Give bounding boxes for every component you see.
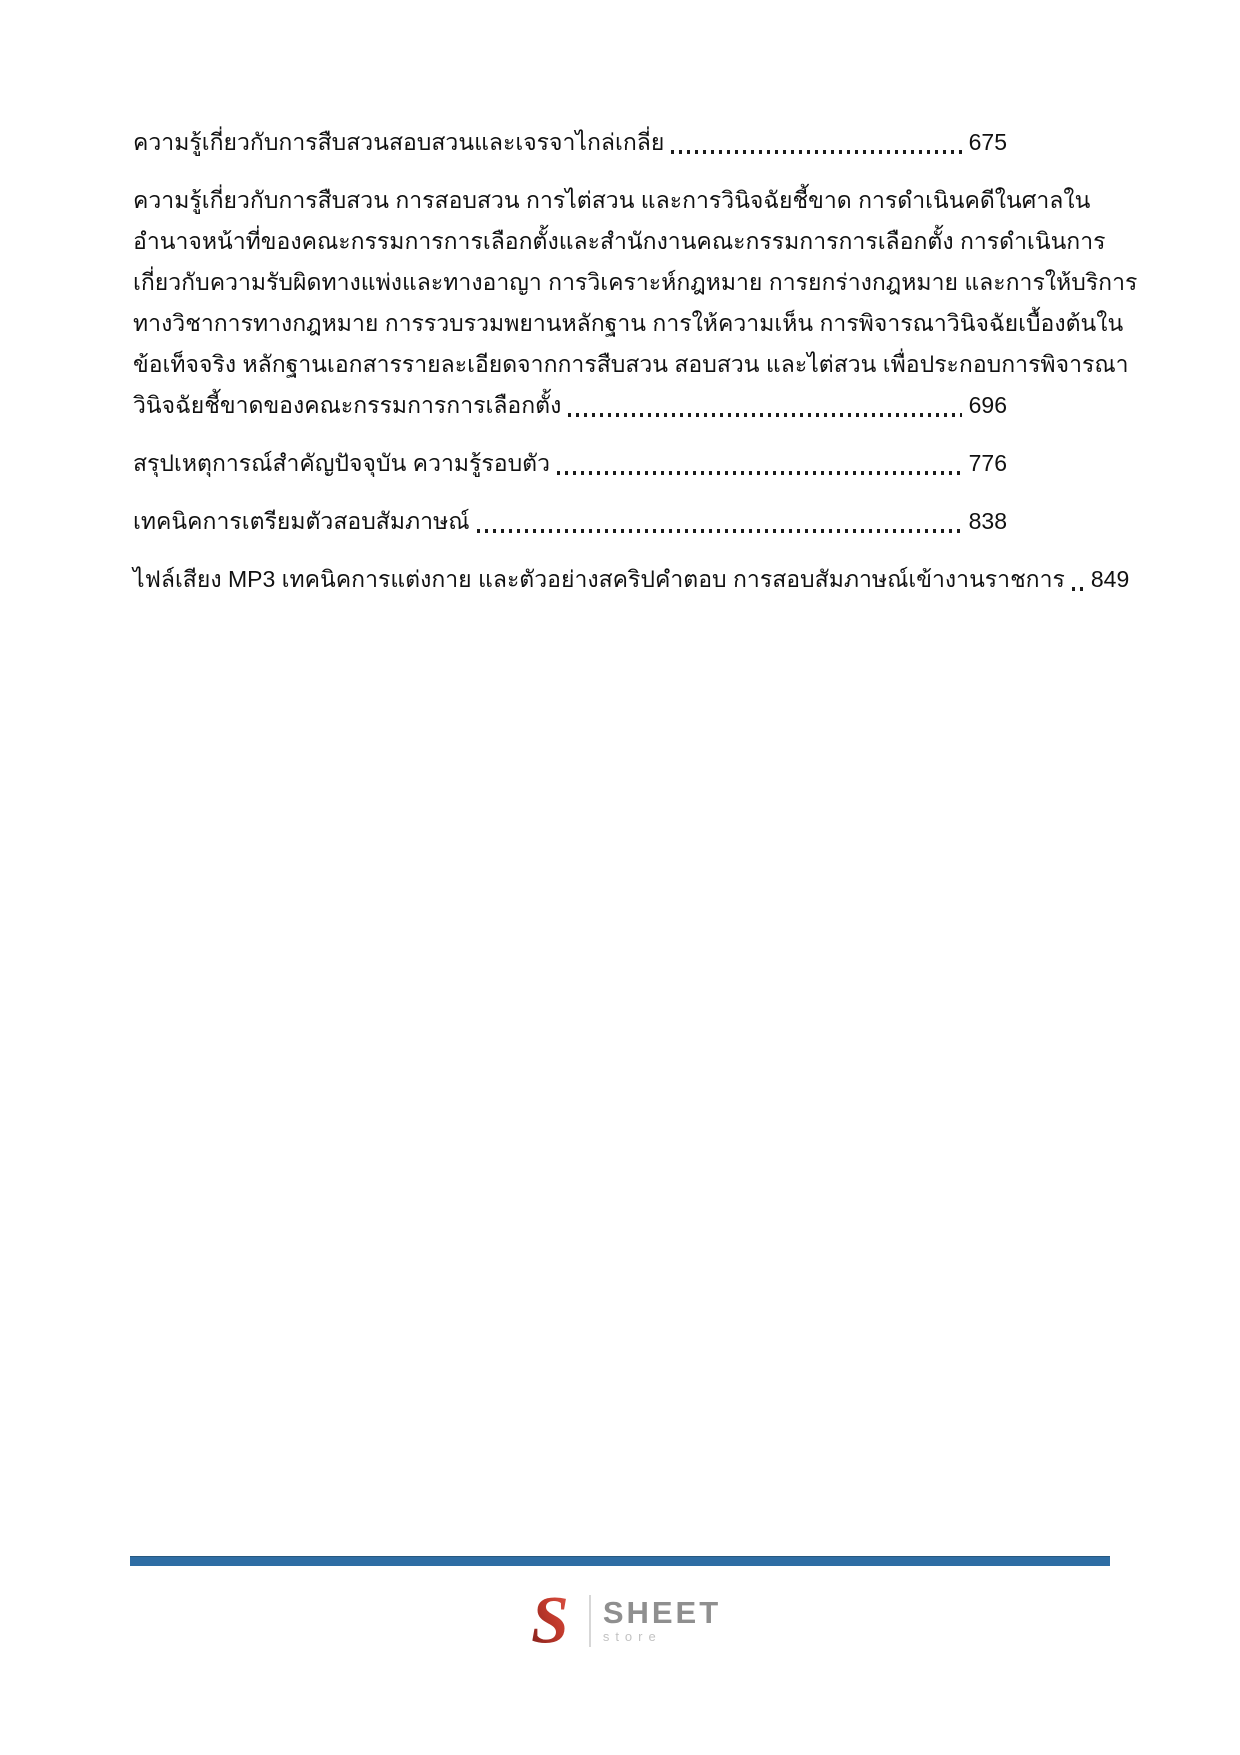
toc-page-number: 675 (968, 129, 1007, 155)
toc-page-number: 776 (968, 450, 1007, 476)
toc-entry (133, 180, 1138, 426)
toc-entry-text-line: อำนาจหน้าที่ของคณะกรรมการการเลือกตั้งและสำนักงานคณะกรรมการการเลือกตั้ง การดำเนินการ (133, 228, 1106, 254)
toc-entry-tail-row (133, 443, 1007, 484)
sheet-store-s-icon (519, 1586, 577, 1656)
toc-page-number: 838 (968, 508, 1007, 534)
toc-page-number: 696 (968, 392, 1007, 418)
brand-name: SHEET (602, 1595, 722, 1630)
toc-entry (133, 501, 1007, 542)
toc-entry (133, 559, 1130, 600)
logo-divider-line (589, 1595, 591, 1647)
dot-leader (568, 413, 961, 417)
toc-entry-title: วินิจฉัยชี้ขาดของคณะกรรมการการเลือกตั้ง (133, 392, 562, 418)
dot-leader (671, 150, 961, 154)
toc-entry (133, 443, 1007, 484)
toc-entry-tail-row (133, 501, 1007, 542)
toc-entry-text-line: ข้อเท็จจริง หลักฐานเอกสารรายละเอียดจากการสืบสวน สอบสวน และไต่สวน เพื่อประกอบการพิจารณา (133, 351, 1129, 377)
toc-entry-tail-row (133, 559, 1130, 600)
logo-wordmark (603, 1597, 721, 1645)
logo-letter: S (530, 1586, 569, 1656)
table-of-contents (133, 122, 1138, 617)
toc-entry-tail-row (133, 122, 1007, 163)
toc-page-number: 849 (1090, 566, 1130, 592)
toc-entry-tail-row (133, 385, 1007, 426)
dot-leader (477, 529, 962, 533)
toc-entry (133, 122, 1007, 163)
footer-divider-bar (130, 1556, 1110, 1566)
dot-leader (1072, 587, 1084, 591)
dot-leader (557, 471, 962, 475)
sheet-store-logo (0, 1586, 1240, 1656)
toc-entry-text-line: ความรู้เกี่ยวกับการสืบสวน การสอบสวน การไต่สวน และการวินิจฉัยชี้ขาด การดำเนินคดีในศาลใน (133, 187, 1091, 213)
toc-entry-text-line: ทางวิชาการทางกฎหมาย การรวบรวมพยานหลักฐาน การให้ความเห็น การพิจารณาวินิจฉัยเบื้องต้นใน (133, 310, 1124, 336)
toc-entry-title: ไฟล์เสียง MP3 เทคนิคการแต่งกาย และตัวอย่างสคริปคำตอบ การสอบสัมภาษณ์เข้างานราชการ (133, 566, 1065, 592)
toc-entry-text-line: เกี่ยวกับความรับผิดทางแพ่งและทางอาญา การวิเคราะห์กฎหมาย การยกร่างกฎหมาย และการให้บริการ (133, 269, 1138, 295)
toc-entry-title: ความรู้เกี่ยวกับการสืบสวนสอบสวนและเจรจาไกล่เกลี่ย (133, 129, 665, 155)
brand-subtitle: store (602, 1629, 662, 1644)
toc-entry-title: เทคนิคการเตรียมตัวสอบสัมภาษณ์ (133, 508, 470, 534)
toc-entry-title: สรุปเหตุการณ์สำคัญปัจจุบัน ความรู้รอบตัว (133, 450, 551, 476)
